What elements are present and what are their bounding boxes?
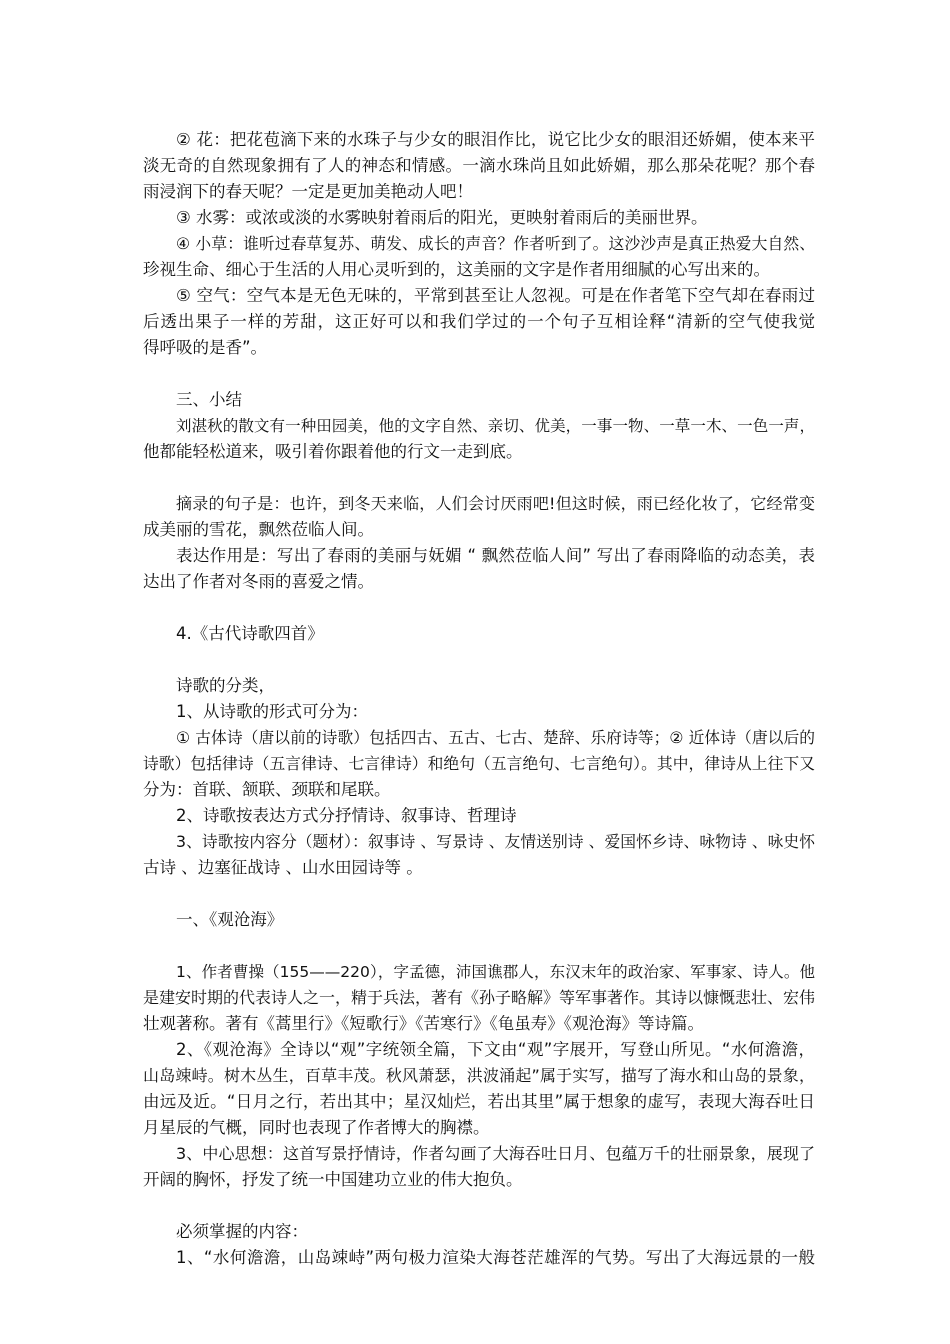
paragraph-line: 古诗 、边塞征战诗 、山水田园诗等 。	[143, 858, 423, 877]
paragraph-line: 得呼吸的是香”。	[143, 338, 268, 357]
section-heading: 4.《古代诗歌四首》	[176, 624, 324, 643]
paragraph-line: 成美丽的雪花，飘然莅临人间。	[143, 520, 374, 539]
paragraph-line: 达出了作者对冬雨的喜爱之情。	[143, 572, 374, 591]
paragraph-line: 后透出果子一样的芳甜，这正好可以和我们学过的一个句子互相诠释“清新的空气使我觉	[143, 312, 815, 331]
paragraph-line: 雨浸润下的春天呢？一定是更加美艳动人吧！	[143, 182, 473, 201]
paragraph-line: ⑤ 空气：空气本是无色无味的，平常到甚至让人忽视。可是在作者笔下空气却在春雨过	[176, 286, 815, 305]
paragraph-line: 3、诗歌按内容分（题材）：叙事诗 、写景诗 、友情送别诗 、爱国怀乡诗、咏物诗 、咏史怀	[176, 832, 815, 851]
paragraph-line: 诗歌）包括律诗（五言律诗、七言律诗）和绝句（五言绝句、七言绝句）。其中，律诗从上往下又	[143, 754, 815, 773]
paragraph-line: ① 古体诗（唐以前的诗歌）包括四古、五古、七古、楚辞、乐府诗等；② 近体诗（唐以后的	[176, 728, 815, 747]
paragraph-line: ③ 水雾：或浓或淡的水雾映射着雨后的阳光，更映射着雨后的美丽世界。	[176, 208, 708, 227]
paragraph-line: 表达作用是：写出了春雨的美丽与妩媚 “ 飘然莅临人间” 写出了春雨降临的动态美，表	[176, 546, 815, 565]
section-heading: 一、《观沧海》	[176, 910, 284, 929]
paragraph-line: 壮观著称。著有《蒿里行》《短歌行》《苦寒行》《龟虽寿》《观沧海》等诗篇。	[143, 1014, 704, 1033]
paragraph-line: 由远及近。“日月之行，若出其中；星汉灿烂，若出其里”属于想象的虚写，表现大海吞吐日	[143, 1092, 815, 1111]
section-heading: 必须掌握的内容：	[176, 1222, 308, 1241]
paragraph-line: 摘录的句子是：也许，到冬天来临，人们会讨厌雨吧!但这时候，雨已经化妆了，它经常变	[176, 494, 815, 513]
paragraph-line: ④ 小草：谁听过春草复苏、萌发、成长的声音？作者听到了。这沙沙声是真正热爱大自然、	[176, 234, 815, 253]
paragraph-line: 珍视生命、细心于生活的人用心灵听到的，这美丽的文字是作者用细腻的心写出来的。	[143, 260, 770, 279]
paragraph-line: 他都能轻松道来，吸引着你跟着他的行文一走到底。	[143, 442, 523, 461]
paragraph-line: ② 花：把花苞滴下来的水珠子与少女的眼泪作比，说它比少女的眼泪还娇媚，使本来平	[176, 130, 815, 149]
paragraph-line: 2、诗歌按表达方式分抒情诗、叙事诗、哲理诗	[176, 806, 517, 825]
section-heading: 三、小结	[176, 390, 242, 409]
paragraph-line: 诗歌的分类，	[176, 676, 275, 695]
paragraph-line: 淡无奇的自然现象拥有了人的神态和情感。一滴水珠尚且如此娇媚，那么那朵花呢？那个春	[143, 156, 815, 175]
paragraph-line: 月星辰的气概，同时也表现了作者博大的胸襟。	[143, 1118, 490, 1137]
paragraph-line: 1、“水何澹澹，山岛竦峙”两句极力渲染大海苍茫雄浑的气势。写出了大海远景的一般	[176, 1248, 815, 1267]
paragraph-line: 是建安时期的代表诗人之一，精于兵法，著有《孙子略解》等军事著作。其诗以慷慨悲壮、宏伟	[143, 988, 815, 1007]
paragraph-line: 1、从诗歌的形式可分为：	[176, 702, 368, 721]
paragraph-line: 分为：首联、颔联、颈联和尾联。	[143, 780, 391, 799]
paragraph-line: 刘湛秋的散文有一种田园美，他的文字自然、亲切、优美，一事一物、一草一木、一色一声，	[176, 417, 815, 435]
paragraph-line: 3、中心思想：这首写景抒情诗，作者勾画了大海吞吐日月、包蕴万千的壮丽景象，展现了	[176, 1144, 815, 1163]
paragraph-line: 1、作者曹操（155——220），字孟德，沛国谯郡人，东汉末年的政治家、军事家、诗人。他	[176, 963, 815, 981]
paragraph-line: 山岛竦峙。树木丛生，百草丰茂。秋风萧瑟，洪波涌起”属于实写，描写了海水和山岛的景象，	[143, 1066, 815, 1085]
paragraph-line: 开阔的胸怀，抒发了统一中国建功立业的伟大抱负。	[143, 1170, 523, 1189]
paragraph-line: 2、《观沧海》全诗以“观”字统领全篇，下文由“观”字展开，写登山所见。“水何澹澹，	[176, 1040, 815, 1059]
